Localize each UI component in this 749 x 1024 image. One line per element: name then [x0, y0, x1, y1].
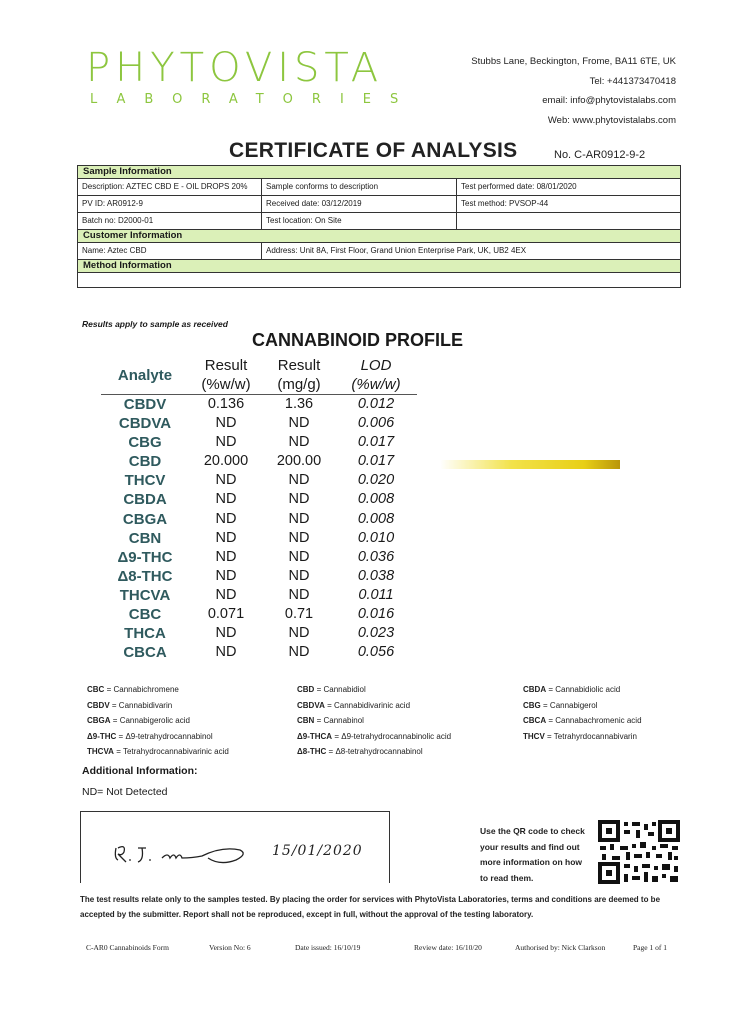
contact-block — [471, 52, 676, 130]
test-location: Test location: On Site — [262, 213, 457, 229]
lab-address: Stubbs Lane, Beckington, Frome, BA11 6TE, UK — [471, 56, 676, 67]
legend-entry — [523, 729, 642, 745]
footer-authorised: Authorised by: Nick Clarkson — [515, 943, 606, 952]
legend-meaning: = Cannabidiol — [316, 685, 366, 694]
analyte-name: CBG — [128, 434, 162, 452]
result-pct: ND — [215, 510, 237, 527]
table-row — [101, 548, 417, 567]
result-pct: ND — [215, 491, 237, 508]
lab-email[interactable]: email: info@phytovistalabs.com — [542, 95, 676, 106]
lod-value: 0.023 — [357, 625, 395, 642]
result-mgg: ND — [288, 625, 310, 642]
result-pct: ND — [215, 472, 237, 489]
method-info-heading: Method Information — [78, 260, 680, 273]
legend-abbrev: Δ9-THCA — [297, 731, 333, 741]
result-mgg: ND — [288, 567, 310, 584]
legend-entry — [87, 682, 229, 698]
test-method: Test method: PVSOP-44 — [461, 199, 549, 208]
legend-abbrev: CBG — [523, 700, 541, 710]
profile-title: CANNABINOID PROFILE — [252, 330, 463, 350]
result-mgg: ND — [288, 434, 310, 451]
result-pct: ND — [215, 644, 237, 661]
certificate-number: No. C-AR0912-9-2 — [554, 149, 646, 161]
col-result-mgg: Result — [277, 357, 321, 374]
legend-column-1 — [87, 682, 229, 760]
result-mgg: ND — [288, 491, 310, 508]
result-mgg: 200.00 — [276, 453, 322, 470]
legend-abbrev: CBN — [297, 716, 315, 725]
table-row — [101, 414, 417, 433]
result-mgg: ND — [288, 529, 310, 546]
table-header-row — [101, 356, 417, 375]
lod-value: 0.012 — [335, 395, 417, 415]
legend-entry — [87, 729, 229, 745]
analyte-name: CBDV — [101, 395, 189, 415]
customer-info-heading: Customer Information — [78, 230, 680, 243]
legend-abbrev: CBDVA — [297, 700, 325, 710]
legend-abbrev: Δ9-THC — [87, 731, 117, 741]
received-date: Received date: 03/12/2019 — [262, 196, 457, 212]
result-pct: ND — [215, 586, 237, 603]
lod-value: 0.056 — [357, 644, 395, 661]
legend-entry — [297, 698, 451, 714]
empty-cell — [457, 213, 680, 229]
lod-value: 0.016 — [357, 606, 395, 623]
qr-text-line: more information on how — [480, 857, 582, 867]
result-mgg: 0.71 — [284, 606, 314, 623]
analyte-name: CBDVA — [118, 415, 172, 433]
legend-abbrev: Δ8-THC — [297, 747, 327, 756]
result-mgg: 1.36 — [263, 395, 335, 415]
legend-abbrev: CBDV — [87, 700, 110, 710]
result-mgg: ND — [288, 415, 310, 432]
legend-abbrev: THCV — [523, 731, 545, 741]
footer-issued: Date issued: 16/10/19 — [295, 943, 361, 952]
legend-meaning: = Cannabigerolic acid — [112, 716, 190, 725]
legend-abbrev: CBCA — [523, 716, 547, 725]
footer-page: Page 1 of 1 — [633, 943, 667, 952]
test-date: Test performed date: 08/01/2020 — [461, 182, 577, 191]
legend-meaning: = Cannabinol — [316, 716, 364, 725]
legend-meaning: = Δ9-tetrahydrocannabinol — [118, 731, 213, 741]
result-pct: ND — [215, 625, 237, 642]
legend-abbrev: CBD — [297, 685, 315, 694]
lod-value: 0.011 — [358, 586, 394, 603]
legend-abbrev: CBC — [87, 685, 105, 694]
logo-subtitle: LABORATORIES — [90, 92, 418, 107]
result-pct: ND — [215, 548, 237, 565]
table-row — [101, 586, 417, 605]
cannabinoid-table — [101, 356, 417, 662]
result-mgg: ND — [288, 644, 310, 661]
legend-abbrev: CBDA — [523, 685, 547, 694]
result-mgg: ND — [288, 548, 310, 565]
table-row — [101, 624, 417, 643]
table-row — [101, 510, 417, 529]
table-row — [101, 433, 417, 452]
info-row — [78, 196, 680, 213]
table-row — [101, 643, 417, 662]
lod-value: 0.020 — [357, 472, 395, 489]
legend-meaning: = Δ8-tetrahydrocannabinol — [328, 747, 423, 756]
signature-image — [112, 840, 252, 870]
legend-entry — [523, 713, 642, 729]
legend-entry — [297, 682, 451, 698]
customer-address: Address: Unit 8A, First Floor, Grand Union Enterprise Park, UK, UB2 4EX — [266, 246, 527, 255]
analyte-name: THCV — [124, 472, 166, 490]
document-title: CERTIFICATE OF ANALYSIS — [229, 139, 518, 162]
qr-text-line: Use the QR code to check — [480, 826, 585, 836]
legend-entry — [297, 713, 451, 729]
result-pct: ND — [215, 567, 237, 584]
analyte-name: CBC — [128, 606, 162, 624]
table-row — [101, 490, 417, 509]
legend-meaning: = Cannabidivarin — [111, 700, 173, 710]
table-row — [101, 567, 417, 586]
col-result-pct: Result — [204, 357, 248, 374]
cannabinoid-rows — [101, 395, 417, 663]
lab-website[interactable]: Web: www.phytovistalabs.com — [547, 114, 676, 126]
analyte-name: CBCA — [123, 644, 167, 662]
footer-review: Review date: 16/10/20 — [414, 943, 482, 952]
footer-form: C-AR0 Cannabinoids Form — [86, 943, 169, 952]
signature-date: 15/01/2020 — [272, 843, 363, 859]
result-mgg: ND — [288, 472, 310, 489]
sample-description: Description: AZTEC CBD E - OIL DROPS 20% — [78, 179, 262, 195]
analyte-name: Δ8-THC — [117, 567, 173, 585]
lod-value: 0.010 — [357, 529, 395, 546]
sample-info-heading: Sample Information — [78, 166, 680, 179]
table-row — [101, 471, 417, 490]
result-pct: ND — [215, 415, 237, 432]
col-result-pct-unit: (%w/w) — [201, 376, 251, 393]
result-mgg: ND — [288, 586, 310, 603]
result-pct: 20.000 — [203, 453, 249, 470]
lod-value: 0.017 — [357, 453, 395, 470]
lod-value: 0.017 — [357, 434, 395, 451]
analyte-name: THCA — [124, 625, 166, 643]
info-row — [78, 213, 680, 230]
table-row — [101, 395, 417, 415]
legend-entry — [87, 744, 229, 760]
highlight-bar — [440, 460, 620, 469]
info-table — [77, 165, 681, 288]
lod-value: 0.008 — [357, 510, 395, 527]
legend-entry — [523, 698, 642, 714]
lod-value: 0.038 — [357, 567, 395, 584]
footer-version: Version No: 6 — [209, 943, 251, 952]
analyte-name: CBGA — [122, 510, 168, 528]
additional-info-heading: Additional Information: — [82, 765, 198, 777]
col-lod: LOD — [360, 357, 392, 374]
qr-instructions — [480, 824, 585, 886]
legend-entry — [523, 682, 642, 698]
lod-value: 0.036 — [357, 548, 395, 565]
legend-meaning: = Cannabidiolic acid — [548, 685, 621, 694]
lab-logo — [86, 45, 418, 107]
legend-entry — [87, 713, 229, 729]
col-result-mgg-unit: (mg/g) — [277, 376, 321, 393]
logo-wordmark: PHYTOVISTA — [86, 45, 384, 91]
legend-meaning: = Cannabichromene — [106, 685, 179, 694]
legend-meaning: = Tetrahyrdocannabivarin — [547, 731, 637, 741]
legend-column-2 — [297, 682, 451, 760]
analyte-name: CBDA — [123, 491, 167, 509]
col-analyte: Analyte — [117, 366, 173, 384]
batch-number: Batch no: D2000-01 — [78, 213, 262, 229]
sample-conforms: Sample conforms to description — [262, 179, 457, 195]
applies-note: Results apply to sample as received — [82, 319, 228, 329]
legend-meaning: = Cannabachromenic acid — [548, 716, 642, 725]
qr-text-line: your results and find out — [480, 841, 580, 852]
result-pct: 0.136 — [189, 395, 263, 415]
lod-value: 0.008 — [357, 491, 395, 508]
legend-abbrev: THCVA — [87, 747, 114, 756]
qr-text-line: to read them. — [480, 872, 534, 883]
analyte-name: CBN — [128, 529, 162, 547]
lab-phone: Tel: +441373470418 — [589, 75, 676, 87]
result-pct: ND — [215, 529, 237, 546]
table-row — [101, 529, 417, 548]
info-row — [78, 179, 680, 196]
qr-code-icon[interactable] — [598, 820, 680, 884]
col-lod-unit: (%w/w) — [351, 376, 401, 393]
result-mgg: ND — [288, 510, 310, 527]
pv-id: PV ID: AR0912-9 — [78, 196, 262, 212]
disclaimer-text: The test results relate only to the samples tested. By placing the order for services with PhytoVista Laboratories, terms and conditions are deemed to be accepted by the submitter. Report shall not be reproduced, except in full, without the approval of the testing laboratory. — [80, 895, 661, 919]
legend-abbrev: CBGA — [87, 716, 111, 725]
legend-meaning: = Cannabigerol — [543, 700, 598, 710]
nd-note: ND= Not Detected — [82, 786, 168, 798]
legend-meaning: = Δ9-tetrahydrocannabinolic acid — [334, 731, 452, 741]
table-row — [101, 452, 417, 471]
legend-column-3 — [523, 682, 642, 744]
legend-entry — [87, 698, 229, 714]
legend-meaning: = Cannabidivarinic acid — [327, 700, 411, 710]
lod-value: 0.006 — [357, 415, 395, 432]
table-row — [101, 605, 417, 624]
result-pct: ND — [215, 434, 237, 451]
legend-entry — [297, 729, 451, 745]
customer-name: Name: Aztec CBD — [78, 243, 262, 259]
analyte-name: CBD — [128, 453, 162, 471]
analyte-name: THCVA — [119, 586, 171, 604]
result-pct: 0.071 — [207, 606, 245, 623]
legend-entry — [297, 744, 451, 760]
info-row — [78, 243, 680, 260]
analyte-name: Δ9-THC — [117, 548, 173, 566]
method-info-body — [78, 273, 680, 287]
legend-meaning: = Tetrahydrocannabivarinic acid — [116, 747, 229, 756]
